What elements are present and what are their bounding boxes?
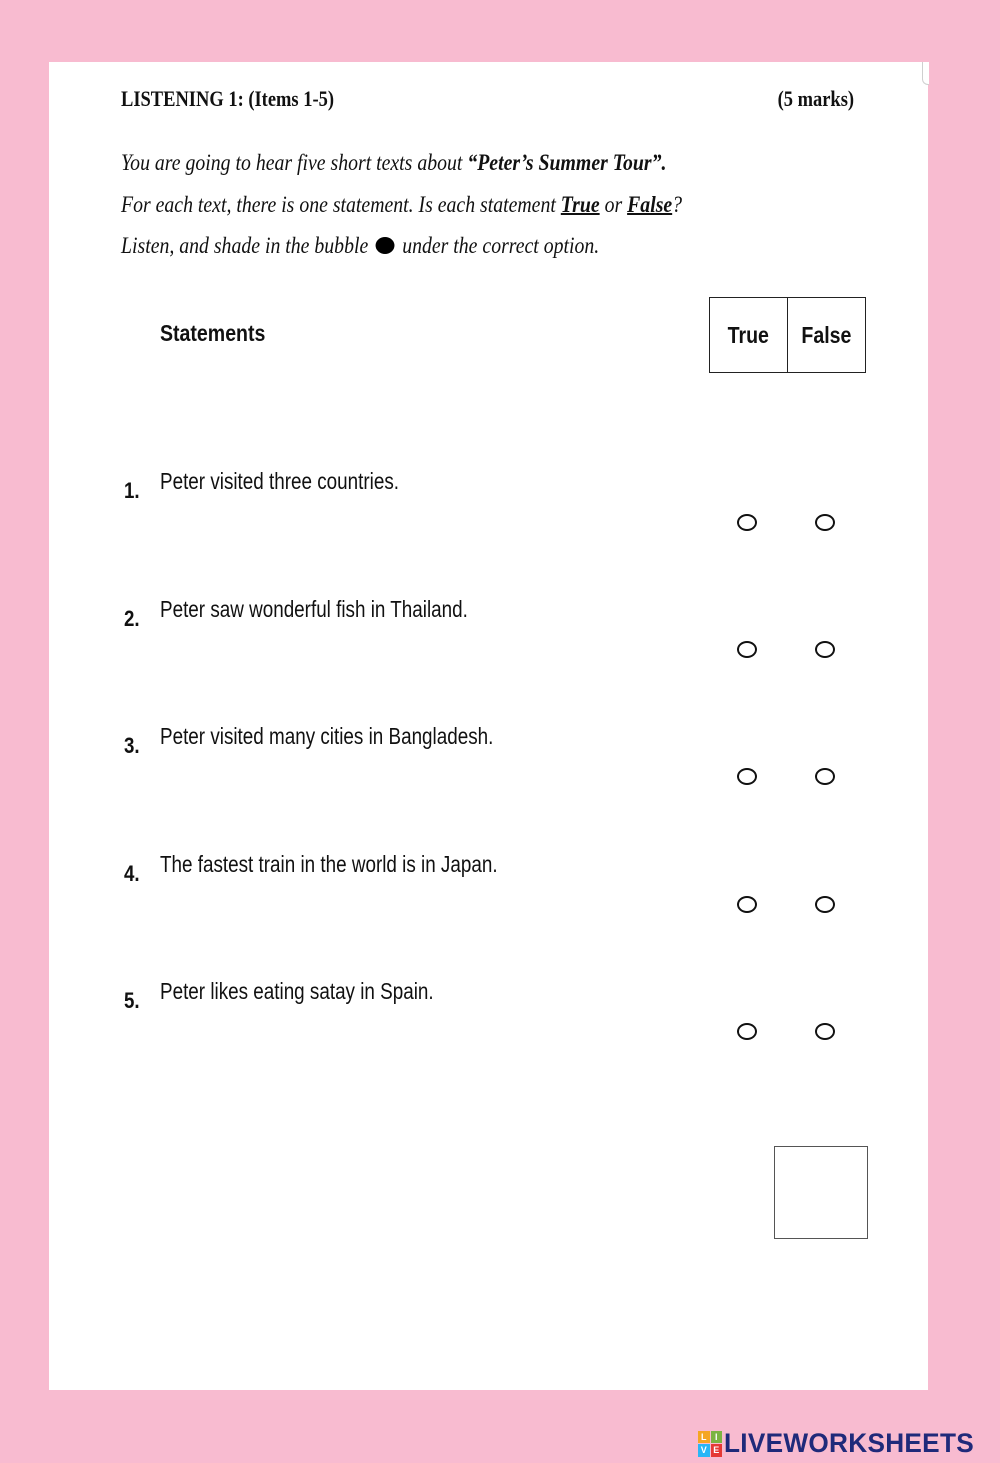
item-number: 2. xyxy=(124,606,140,631)
false-bubble-item-2[interactable] xyxy=(815,641,835,658)
page-scroll-edge xyxy=(922,62,929,85)
statement-text: Peter visited many cities in Bangladesh. xyxy=(160,723,494,749)
item-number: 3. xyxy=(124,733,140,758)
filled-bubble-icon xyxy=(376,237,395,254)
item-number: 5. xyxy=(124,988,140,1013)
instruction-line-1: You are going to hear five short texts about “Peter’s Summer Tour”. xyxy=(121,150,667,175)
section-title: LISTENING 1: (Items 1-5) xyxy=(121,86,335,111)
liveworksheets-logo-icon: L I V E xyxy=(698,1431,722,1457)
statement-text: Peter likes eating satay in Spain. xyxy=(160,978,434,1004)
false-bubble-item-3[interactable] xyxy=(815,768,835,785)
marks-label: (5 marks) xyxy=(777,86,854,111)
true-column-header: True xyxy=(727,321,770,348)
score-box[interactable] xyxy=(774,1146,868,1239)
true-bubble-item-4[interactable] xyxy=(737,896,757,913)
instruction-line-2: For each text, there is one statement. Is each statement True or False? xyxy=(121,192,683,217)
item-number: 4. xyxy=(124,861,140,886)
true-bubble-item-3[interactable] xyxy=(737,768,757,785)
statement-text: Peter visited three countries. xyxy=(160,468,400,494)
true-bubble-item-5[interactable] xyxy=(737,1023,757,1040)
false-bubble-item-5[interactable] xyxy=(815,1023,835,1040)
true-false-header xyxy=(709,297,866,373)
false-bubble-item-4[interactable] xyxy=(815,896,835,913)
instruction-line-3: Listen, and shade in the bubble under the correct option. xyxy=(121,233,600,258)
true-bubble-item-2[interactable] xyxy=(737,641,757,658)
statements-heading: Statements xyxy=(160,320,266,346)
statement-text: The fastest train in the world is in Japan. xyxy=(160,851,498,877)
item-number: 1. xyxy=(124,478,140,503)
brand-name: LIVEWORKSHEETS xyxy=(724,1428,975,1458)
statement-text: Peter saw wonderful fish in Thailand. xyxy=(160,596,468,622)
liveworksheets-brand xyxy=(698,1428,982,1459)
false-bubble-item-1[interactable] xyxy=(815,514,835,531)
false-column-header: False xyxy=(787,298,865,372)
true-bubble-item-1[interactable] xyxy=(737,514,757,531)
